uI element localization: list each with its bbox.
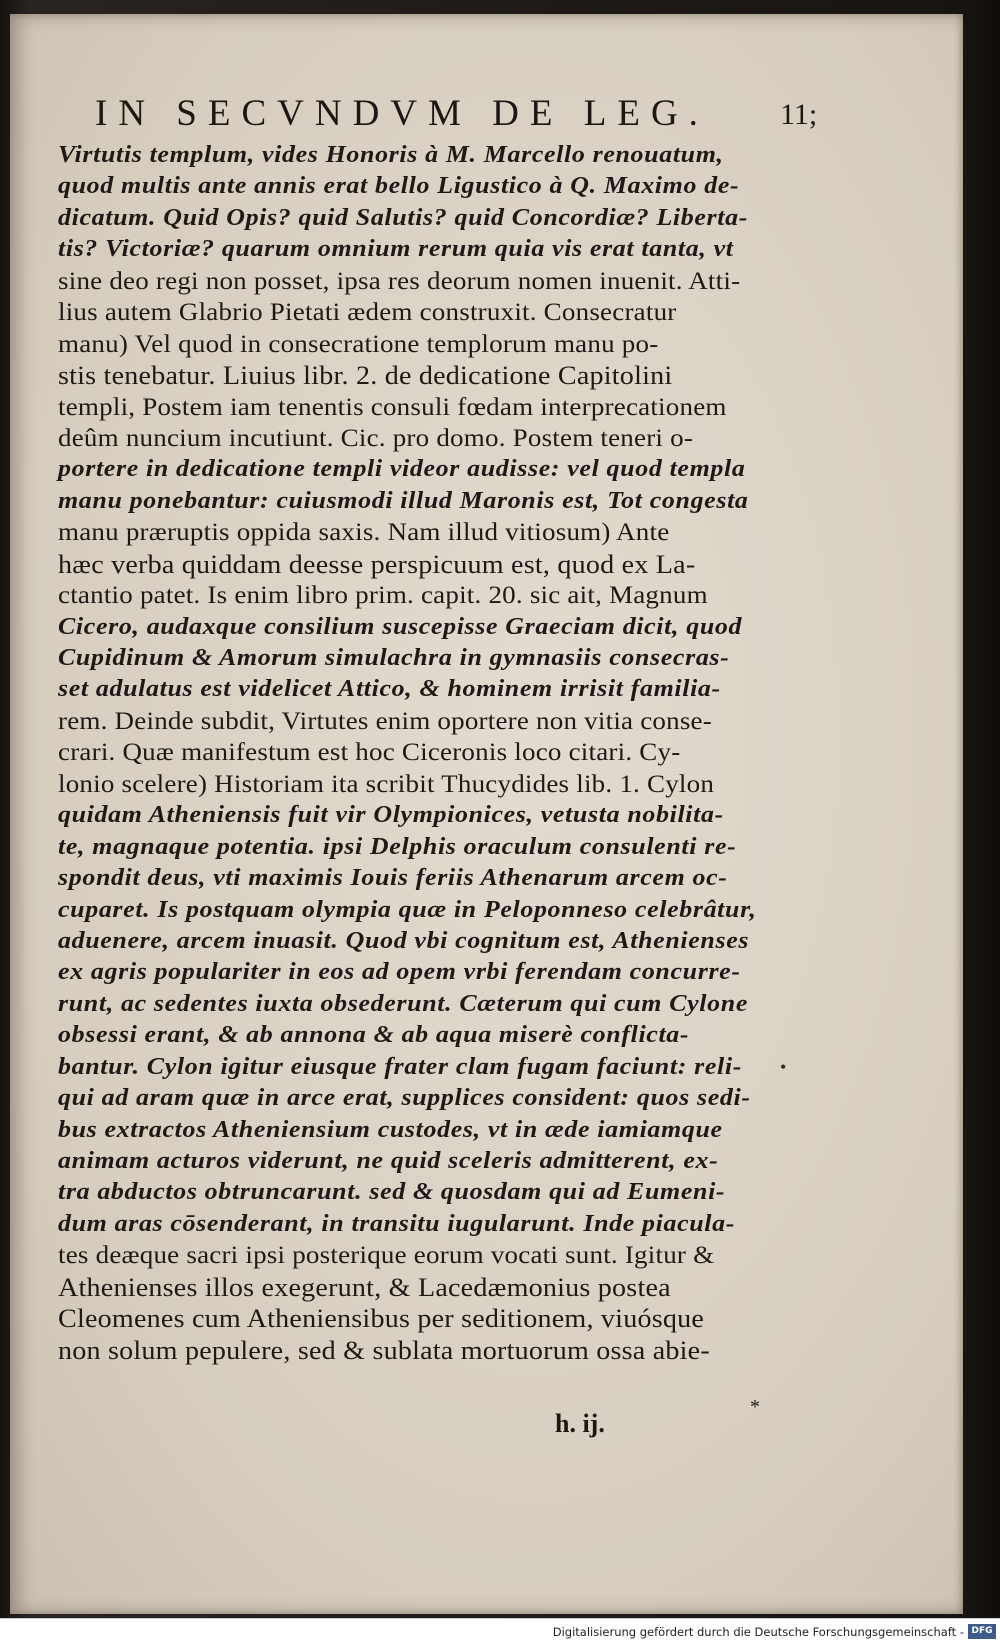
text-line: manu præruptis oppida saxis. Nam illud vitiosum) Ante [58, 519, 670, 547]
text-line: Cleomenes cum Atheniensibus per seditionem, viuósque [58, 1304, 705, 1334]
text-line: rem. Deinde subdit, Virtutes enim oportere non vitia conse- [58, 707, 712, 735]
text-line: quod multis ante annis erat bello Ligustico à Q. Maximo de- [58, 173, 740, 200]
running-head: IN SECVNDVM DE LEG. [95, 93, 709, 134]
catchword-mark: * [750, 1396, 760, 1418]
text-line: te, magnaque potentia. ipsi Delphis oraculum consulenti re- [58, 833, 737, 860]
text-line: tra abductos obtruncarunt. sed & quosdam qui ad Eumeni- [58, 1179, 726, 1206]
signature-mark: h. ij. [555, 1409, 605, 1438]
text-line: animam acturos viderunt, ne quid sceleris admitterent, ex- [58, 1148, 719, 1174]
margin-mark: • [780, 1057, 787, 1077]
text-line: deûm nuncium incutiunt. Cic. pro domo. Postem teneri o- [58, 424, 694, 452]
text-line: ctantio patet. Is enim libro prim. capit. 20. sic ait, Magnum [58, 582, 708, 610]
text-line: portere in dedicatione templi videor audisse: vel quod templa [58, 456, 746, 483]
text-line: non solum pepulere, sed & sublata mortuorum ossa abie- [58, 1335, 710, 1365]
text-line: manu ponebantur: cuiusmodi illud Maronis est, Tot congesta [58, 487, 749, 514]
text-line: quidam Atheniensis fuit vir Olympionices, vetusta nobilita- [58, 802, 724, 829]
text-line: lius autem Glabrio Pietati ædem construxit. Consecratur [58, 299, 677, 327]
text-line: bus extractos Atheniensium custodes, vt in æde iamiamque [58, 1116, 723, 1143]
folio-number: 11; [780, 98, 818, 131]
text-line: dicatum. Quid Opis? quid Salutis? quid Concordiæ? Liberta- [58, 204, 749, 231]
text-line: tes deæque sacri ipsi posterique eorum vocati sunt. Igitur & [58, 1242, 715, 1270]
text-line: runt, ac sedentes iuxta obsederunt. Cæterum qui cum Cylone [58, 990, 748, 1017]
text-line: templi, Postem iam tenentis consuli fœdam interprecationem [58, 393, 727, 421]
book-page [10, 14, 963, 1614]
text-line: bantur. Cylon igitur eiusque frater clam fugam faciunt: reli- [58, 1053, 743, 1080]
text-line: Cicero, audaxque consilium suscepisse Graeciam dicit, quod [58, 613, 743, 640]
text-line: Athenienses illos exegerunt, & Lacedæmonius postea [58, 1272, 671, 1302]
text-line: hæc verba quiddam deesse perspicuum est, quod ex La- [58, 549, 696, 579]
text-line: crari. Quæ manifestum est hoc Ciceronis loco citari. Cy- [58, 739, 681, 767]
digitization-footer [0, 1618, 1000, 1646]
text-line: ex agris populariter in eos ad opem vrbi ferendam concurre- [58, 959, 741, 986]
text-line: qui ad aram quæ in arce erat, supplices consident: quos sedi- [58, 1085, 751, 1112]
text-line: stis tenebatur. Liuius libr. 2. de dedicatione Capitolini [58, 361, 673, 391]
funding-credit: Digitalisierung gefördert durch die Deutsche Forschungsgemeinschaft - [552, 1625, 964, 1639]
body-text [58, 140, 778, 1366]
text-line: spondit deus, vti maximis Iouis feriis Athenarum arcem oc- [58, 865, 728, 892]
text-line: lonio scelere) Historiam ita scribit Thucydides lib. 1. Cylon [58, 770, 715, 798]
text-line: cuparet. Is postquam olympia quæ in Peloponneso celebrâtur, [58, 896, 757, 923]
text-line: set adulatus est videlicet Attico, & hominem irrisit familia- [58, 676, 721, 703]
text-line: sine deo regi non posset, ipsa res deorum nomen inuenit. Atti- [58, 267, 741, 295]
text-line: dum aras cōsenderant, in transitu iugularunt. Inde piacula- [58, 1210, 736, 1237]
text-line: aduenere, arcem inuasit. Quod vbi cognitum est, Athenienses [58, 927, 750, 954]
dfg-logo: DFG [968, 1624, 996, 1639]
text-line: manu) Vel quod in consecratione templorum manu po- [58, 330, 659, 358]
text-line: tis? Victoriæ? quarum omnium rerum quia vis erat tanta, vt [58, 236, 734, 263]
text-line: Cupidinum & Amorum simulachra in gymnasiis consecras- [58, 645, 730, 671]
text-line: Virtutis templum, vides Honoris à M. Marcello renouatum, [58, 142, 724, 168]
text-line: obsessi erant, & ab annona & ab aqua miserè conflicta- [58, 1022, 690, 1049]
